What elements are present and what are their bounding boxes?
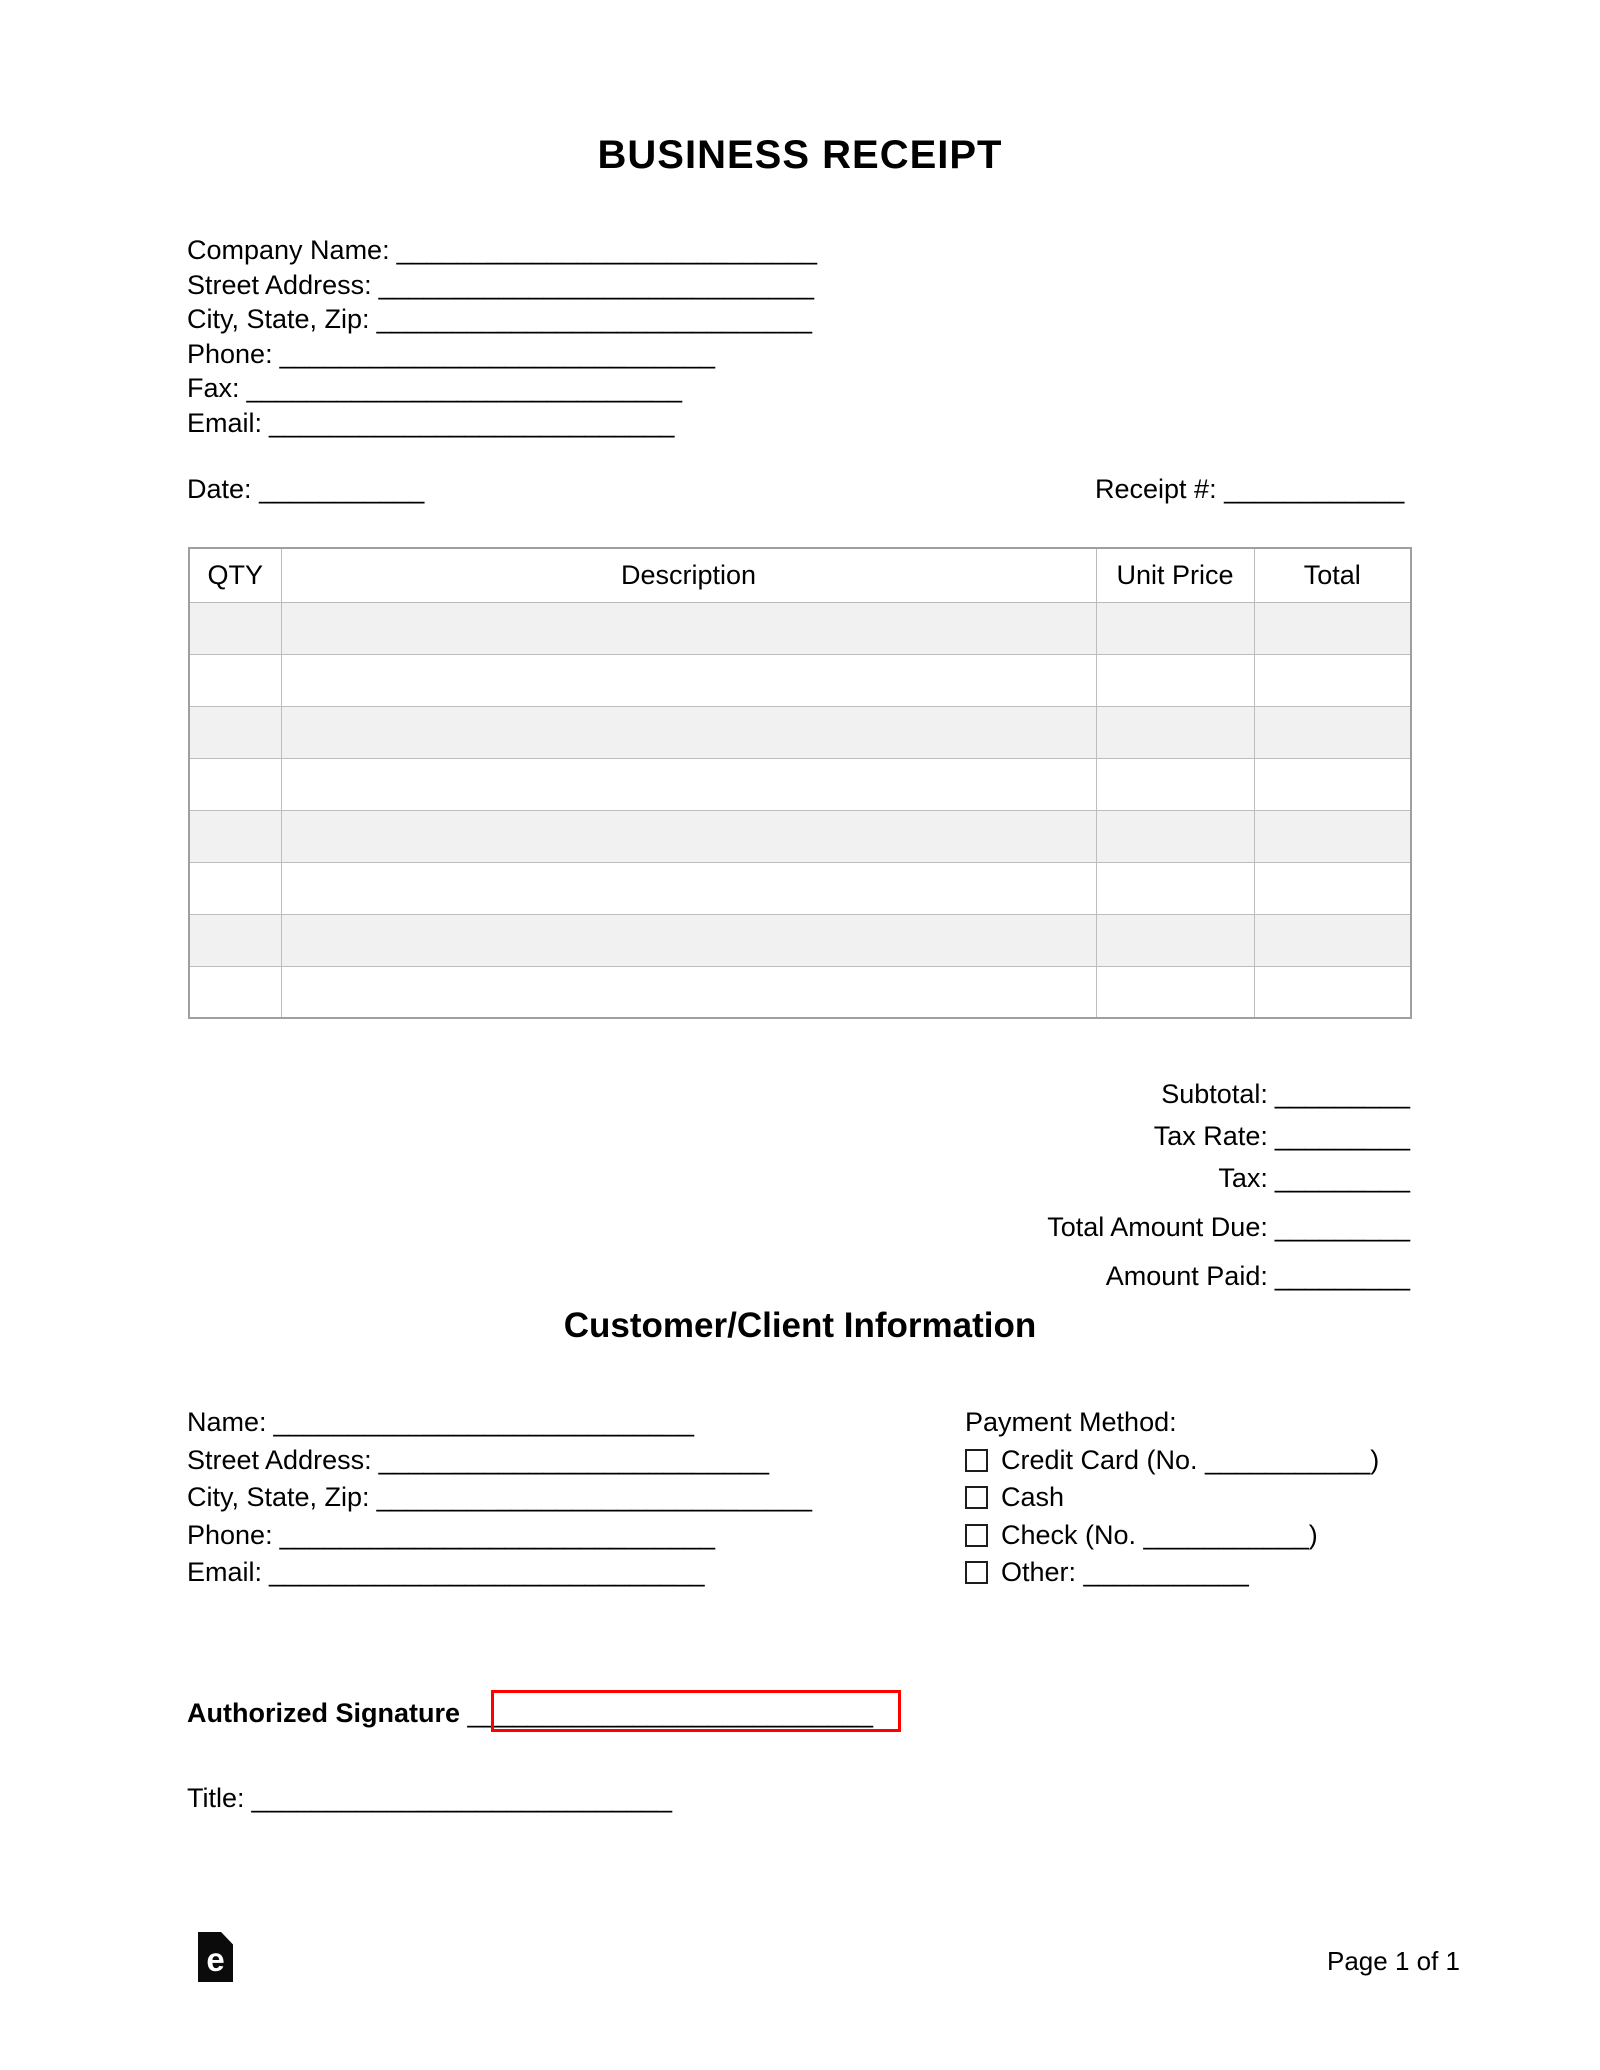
table-row	[189, 706, 1411, 758]
table-cell	[1096, 810, 1254, 862]
company-fax-line	[187, 371, 817, 406]
amount-paid-line	[1047, 1255, 1410, 1297]
customer-name-label: Name:	[187, 1407, 267, 1437]
company-street-blank: _____________________________	[378, 269, 815, 300]
table-cell	[1254, 602, 1411, 654]
company-info-block	[187, 233, 817, 441]
date-blank: ___________	[259, 474, 425, 504]
company-phone-line	[187, 337, 817, 372]
table-cell	[1254, 810, 1411, 862]
table-cell	[1096, 758, 1254, 810]
check-option-label: Check (No. ___________)	[1001, 1519, 1318, 1550]
document-title: BUSINESS RECEIPT	[597, 133, 1003, 177]
table-cell	[189, 810, 281, 862]
total-amount-due-line	[1047, 1206, 1410, 1248]
payment-method-block	[965, 1404, 1379, 1592]
table-row	[189, 758, 1411, 810]
customer-city-label: City, State, Zip:	[187, 1482, 370, 1512]
receipt-number-blank: ____________	[1224, 474, 1405, 504]
company-name-label: Company Name:	[187, 235, 390, 265]
table-row	[189, 862, 1411, 914]
table-cell	[1096, 654, 1254, 706]
table-cell	[281, 602, 1096, 654]
customer-section-heading: Customer/Client Information	[563, 1306, 1037, 1345]
table-cell	[189, 706, 281, 758]
table-row	[189, 966, 1411, 1018]
company-fax-label: Fax:	[187, 373, 240, 404]
table-row	[189, 810, 1411, 862]
total-amount-due-label: Total Amount Due:	[1047, 1212, 1268, 1242]
company-street-line	[187, 268, 817, 303]
table-cell	[1254, 966, 1411, 1018]
tax-blank: _________	[1274, 1163, 1410, 1193]
company-fax-blank: _____________________________	[246, 373, 682, 404]
column-header-total: Total	[1254, 548, 1411, 602]
table-cell	[1254, 758, 1411, 810]
tax-rate-blank: _________	[1274, 1121, 1410, 1151]
table-cell	[189, 862, 281, 914]
amount-paid-label: Amount Paid:	[1105, 1261, 1268, 1291]
date-label: Date:	[187, 474, 252, 504]
table-row	[189, 654, 1411, 706]
table-cell	[1096, 862, 1254, 914]
table-cell	[1096, 602, 1254, 654]
receipt-number-line	[1095, 474, 1404, 505]
column-header-unit-price: Unit Price	[1096, 548, 1254, 602]
eforms-logo	[198, 1932, 233, 1982]
table-row	[189, 602, 1411, 654]
customer-name-line	[187, 1404, 812, 1442]
signature-field-box[interactable]	[491, 1690, 901, 1732]
table-cell	[281, 758, 1096, 810]
table-cell	[1254, 862, 1411, 914]
items-table	[188, 547, 1412, 1019]
table-row	[189, 914, 1411, 966]
company-street-label: Street Address:	[187, 269, 372, 300]
company-email-blank: ___________________________	[269, 407, 675, 438]
column-header-qty: QTY	[189, 548, 281, 602]
title-blank: ____________________________	[251, 1783, 672, 1813]
logo-letter: e	[206, 1941, 225, 1978]
customer-email-line	[187, 1554, 812, 1592]
title-label: Title:	[187, 1783, 245, 1813]
subtotal-line	[1047, 1073, 1410, 1115]
table-cell	[189, 914, 281, 966]
table-cell	[189, 966, 281, 1018]
authorized-signature-label: Authorized Signature	[187, 1698, 461, 1728]
authorized-signature-blank: ___________________________	[467, 1698, 873, 1728]
tax-rate-line	[1047, 1115, 1410, 1157]
payment-option-other	[965, 1554, 1379, 1592]
table-cell	[189, 602, 281, 654]
customer-phone-line	[187, 1517, 812, 1555]
other-option-label: Other: ___________	[1001, 1557, 1249, 1587]
customer-city-line	[187, 1479, 812, 1517]
table-cell	[281, 914, 1096, 966]
company-city-line	[187, 302, 817, 337]
tax-line	[1047, 1157, 1410, 1199]
table-cell	[281, 706, 1096, 758]
company-name-line	[187, 233, 817, 268]
amount-paid-blank: _________	[1274, 1261, 1410, 1291]
company-email-label: Email:	[187, 407, 263, 438]
table-cell	[1096, 914, 1254, 966]
payment-option-credit-card	[965, 1442, 1379, 1480]
customer-street-blank: __________________________	[378, 1444, 770, 1475]
table-cell	[1254, 706, 1411, 758]
customer-email-label: Email:	[187, 1557, 263, 1587]
check-checkbox[interactable]	[965, 1524, 988, 1547]
table-cell	[1096, 966, 1254, 1018]
company-phone-label: Phone:	[187, 338, 273, 369]
table-cell	[281, 654, 1096, 706]
cash-checkbox[interactable]	[965, 1486, 988, 1509]
customer-info-block	[187, 1404, 812, 1592]
credit-card-checkbox[interactable]	[965, 1449, 988, 1472]
customer-street-label: Street Address:	[187, 1444, 372, 1475]
total-amount-due-blank: _________	[1274, 1212, 1410, 1242]
table-cell	[1096, 706, 1254, 758]
customer-name-blank: ____________________________	[273, 1407, 694, 1437]
table-cell	[281, 862, 1096, 914]
items-table-header-row	[189, 548, 1411, 602]
credit-card-option-label: Credit Card (No. ___________)	[1001, 1444, 1380, 1475]
company-city-label: City, State, Zip:	[187, 304, 370, 335]
date-line	[187, 474, 424, 505]
page-number: Page 1 of 1	[1327, 1946, 1460, 1976]
table-cell	[1254, 654, 1411, 706]
column-header-description: Description	[281, 548, 1096, 602]
title-line	[187, 1783, 672, 1814]
cash-option-label: Cash	[1001, 1482, 1065, 1512]
company-city-blank: _____________________________	[376, 304, 813, 335]
table-cell	[281, 810, 1096, 862]
subtotal-label: Subtotal:	[1161, 1079, 1268, 1109]
customer-phone-blank: _____________________________	[279, 1519, 716, 1550]
tax-label: Tax:	[1218, 1163, 1268, 1193]
customer-street-line	[187, 1442, 812, 1480]
items-table-body	[189, 602, 1411, 1018]
totals-block	[1047, 1073, 1410, 1297]
payment-method-heading: Payment Method:	[965, 1407, 1177, 1437]
payment-option-check	[965, 1517, 1379, 1555]
payment-option-cash	[965, 1479, 1379, 1517]
company-name-blank: ____________________________	[396, 235, 818, 265]
customer-city-blank: _____________________________	[376, 1482, 813, 1512]
table-cell	[189, 758, 281, 810]
receipt-number-label: Receipt #:	[1095, 474, 1217, 504]
other-checkbox[interactable]	[965, 1561, 988, 1584]
subtotal-blank: _________	[1274, 1079, 1410, 1109]
company-email-line	[187, 406, 817, 441]
table-cell	[189, 654, 281, 706]
customer-email-blank: _____________________________	[269, 1557, 705, 1587]
table-cell	[281, 966, 1096, 1018]
customer-phone-label: Phone:	[187, 1519, 273, 1550]
tax-rate-label: Tax Rate:	[1153, 1121, 1268, 1151]
table-cell	[1254, 914, 1411, 966]
company-phone-blank: _____________________________	[279, 338, 716, 369]
